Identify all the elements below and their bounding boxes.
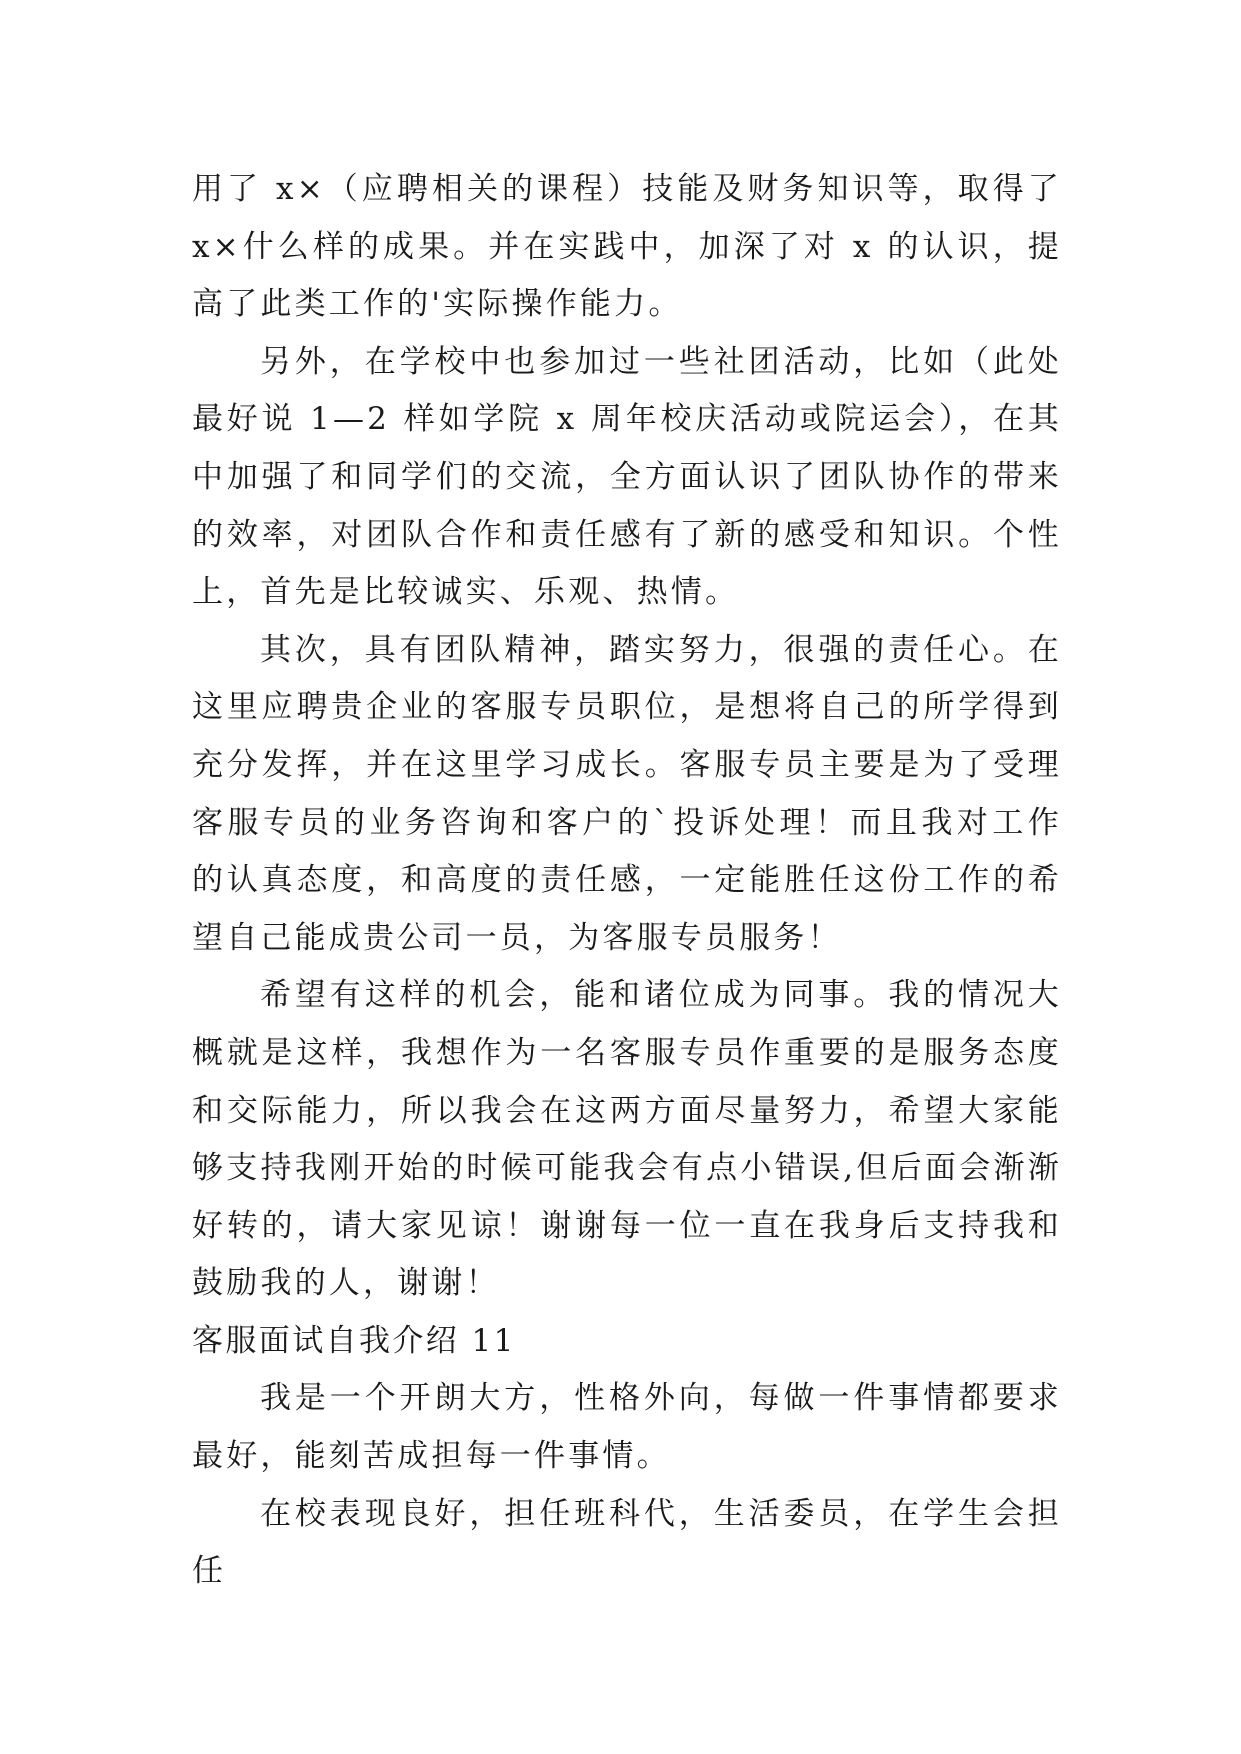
paragraph-team-spirit: 其次，具有团队精神，踏实努力，很强的责任心。在这里应聘贵企业的客服专员职位，是想将自己的所学得到充分发挥，并在这里学习成长。客服专员主要是为了受理客服专员的业务咨询和客户的`投诉处理！而且我对工作的认真态度，和高度的责任感，一定能胜任这份工作的希望自己能成贵公司一员，为客服专员服务！ [192, 631, 1062, 956]
paragraph-continuation: 用了 x×（应聘相关的课程）技能及财务知识等，取得了 x×什么样的成果。并在实践中，加深了对 x 的认识，提高了此类工作的'实际操作能力。 [192, 171, 1062, 323]
section-heading: 客服面试自我介绍 11 [192, 1322, 516, 1359]
paragraph-club-activities: 另外，在学校中也参加过一些社团活动，比如（此处最好说 1—2 样如学院 x 周年校庆活动或院运会），在其中加强了和同学们的交流，全方面认识了团队协作的带来的效率，对团队合作和责任感有了新的感受和知识。个性上，首先是比较诚实、乐观、热情。 [192, 343, 1062, 611]
paragraph-hope-colleagues: 希望有这样的机会，能和诸位成为同事。我的情况大概就是这样，我想作为一名客服专员作重要的是服务态度和交际能力，所以我会在这两方面尽量努力，希望大家能够支持我刚开始的时候可能我会有点小错误,但后面会渐渐好转的，请大家见谅！谢谢每一位一直在我身后支持我和鼓励我的人，谢谢！ [192, 977, 1062, 1302]
paragraph-personality: 我是一个开朗大方，性格外向，每做一件事情都要求最好，能刻苦成担每一件事情。 [192, 1380, 1062, 1475]
paragraph-school-performance: 在校表现良好，担任班科代，生活委员，在学生会担任 [192, 1495, 1062, 1590]
document-body [192, 161, 1062, 1601]
